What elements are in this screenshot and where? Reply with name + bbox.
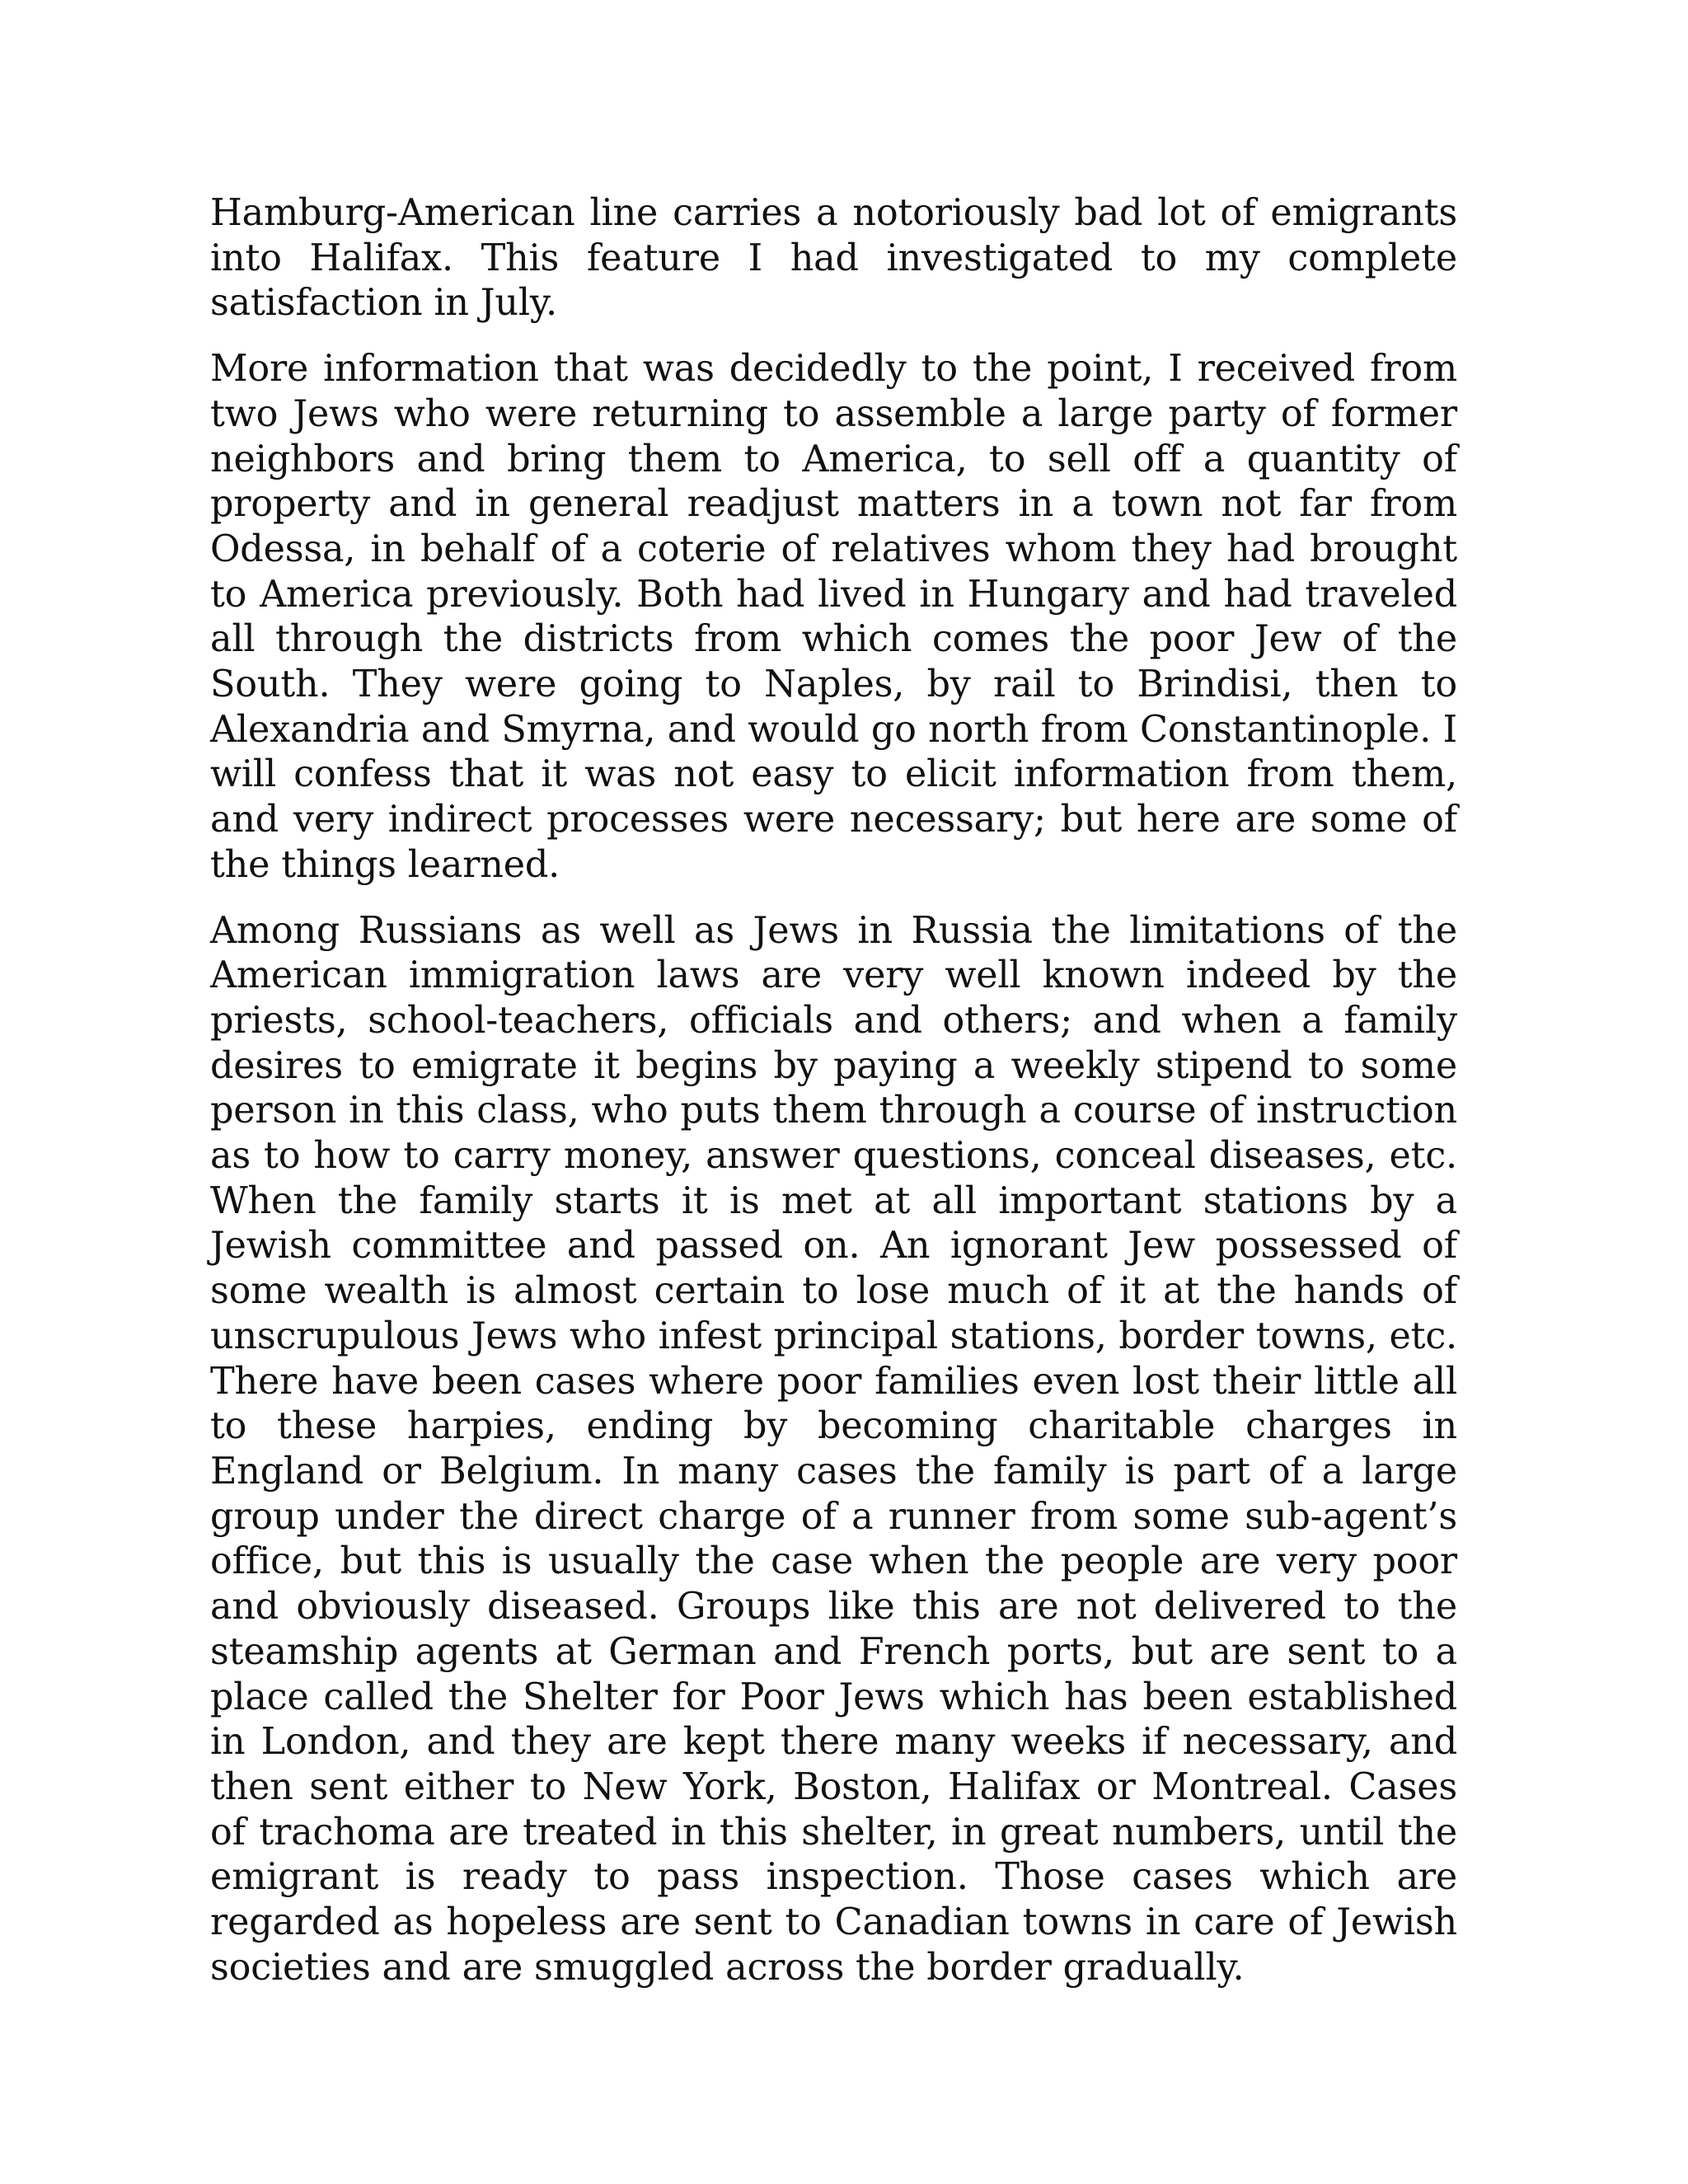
paragraph-two-jews-information: More information that was decidedly to the point, I received from two Jews who were returning to assemble a large party of former neighbors and bring them to America, to sell off a quantity of property and in general readjust matters in a town not far from Odessa, in behalf of a coterie of relatives whom they had brought to America previously. Both had lived in Hungary and had traveled all through the districts from which comes the poor Jew of the South. They were going to Naples, by rail to Brindisi, then to Alexandria and Smyrna, and would go north from Constantinople. I will confess that it was not easy to elicit information from them, and very indirect processes were necessary; but here are some of the things learned. — [210, 348, 1457, 886]
paragraph-halifax-emigrants: Hamburg-American line carries a notoriously bad lot of emigrants into Halifax. This feature I had investigated to my complete satisfaction in July. — [210, 192, 1457, 325]
paragraph-russian-emigration: Among Russians as well as Jews in Russia the limitations of the American immigration laws are very well known indeed by the priests, school-teachers, officials and others; and when a family desires to emigrate it begins by paying a weekly stipend to some person in this class, who puts them through a course of instruction as to how to carry money, answer questions, conceal diseases, etc. When the family starts it is met at all important stations by a Jewish committee and passed on. An ignorant Jew possessed of some wealth is almost certain to lose much of it at the hands of unscrupulous Jews who infest principal stations, border towns, etc. There have been cases where poor families even lost their little all to these harpies, ending by becoming charitable charges in England or Belgium. In many cases the family is part of a large group under the direct charge of a runner from some sub-agent’s office, but this is usually the case when the people are very poor and obviously diseased. Groups like this are not delivered to the steamship agents at German and French ports, but are sent to a place called the Shelter for Poor Jews which has been established in London, and they are kept there many weeks if necessary, and then sent either to New York, Boston, Halifax or Montreal. Cases of trachoma are treated in this shelter, in great numbers, until the emigrant is ready to pass inspection. Those cases which are regarded as hopeless are sent to Canadian towns in care of Jewish societies and are smuggled across the border gradually. — [210, 909, 1457, 1989]
document-page — [210, 191, 1457, 2011]
